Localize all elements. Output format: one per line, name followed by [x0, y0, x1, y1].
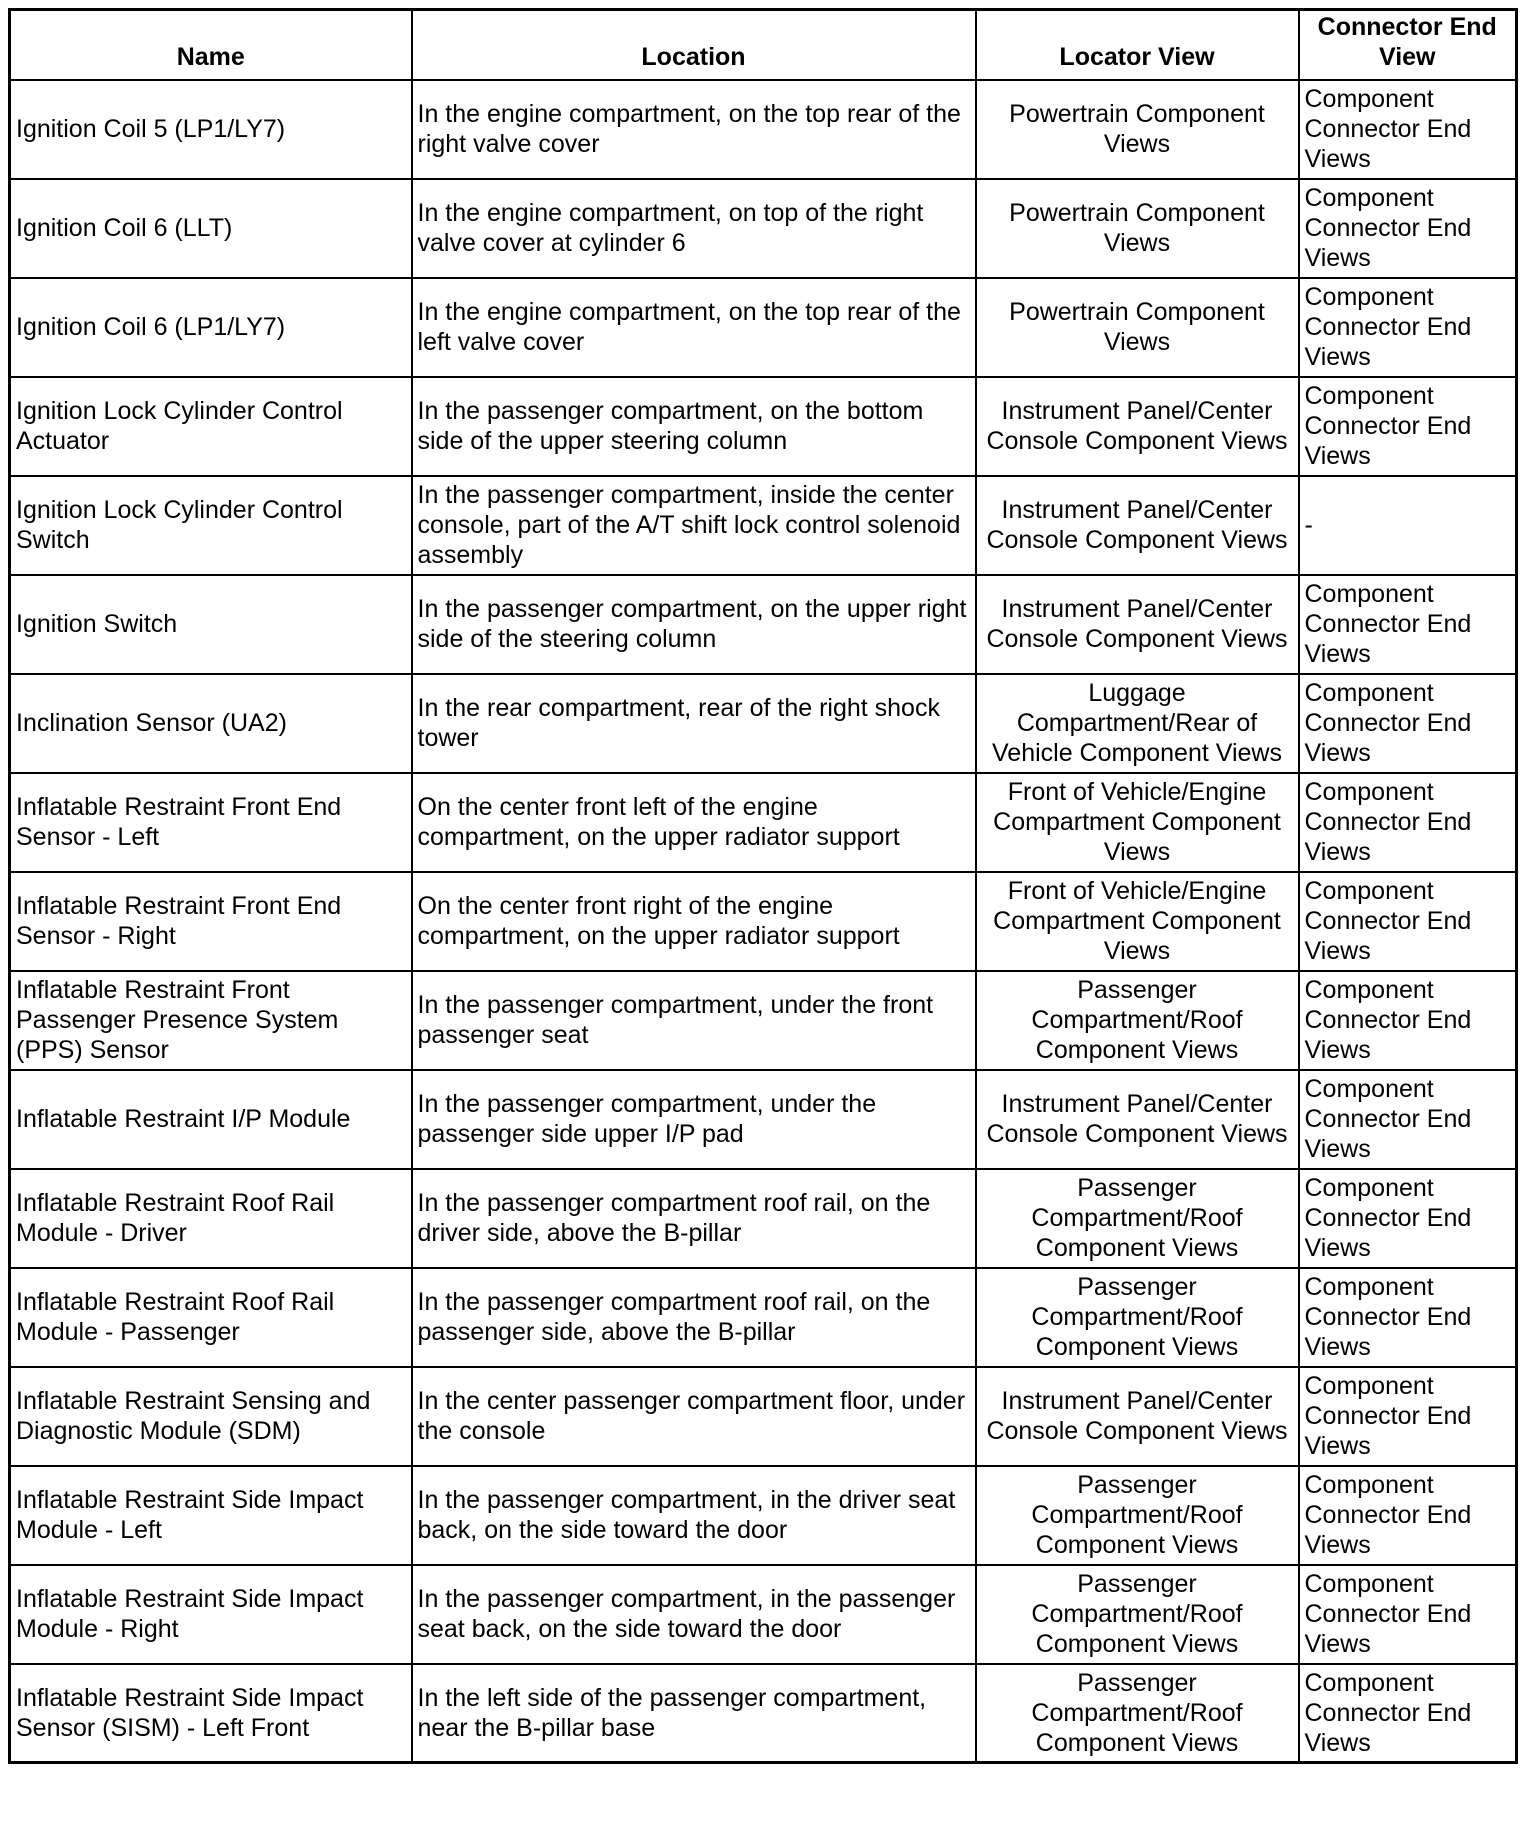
- cell-name: Ignition Switch: [10, 575, 412, 674]
- cell-locator-view: Passenger Compartment/Roof Component Views: [976, 1268, 1299, 1367]
- cell-connector-end-view: Component Connector End Views: [1299, 1169, 1517, 1268]
- cell-connector-end-view: Component Connector End Views: [1299, 773, 1517, 872]
- cell-locator-view: Powertrain Component Views: [976, 179, 1299, 278]
- cell-name: Inflatable Restraint Front End Sensor - Right: [10, 872, 412, 971]
- table-row: [10, 377, 1517, 476]
- cell-location: On the center front right of the engine compartment, on the upper radiator support: [412, 872, 976, 971]
- cell-name: Inflatable Restraint Roof Rail Module - Passenger: [10, 1268, 412, 1367]
- cell-connector-end-view: Component Connector End Views: [1299, 80, 1517, 179]
- table-row: [10, 575, 1517, 674]
- cell-name: Inflatable Restraint Side Impact Module - Left: [10, 1466, 412, 1565]
- table-row: [10, 278, 1517, 377]
- cell-locator-view: Front of Vehicle/Engine Compartment Component Views: [976, 872, 1299, 971]
- cell-name: Ignition Coil 6 (LP1/LY7): [10, 278, 412, 377]
- cell-location: In the passenger compartment, in the passenger seat back, on the side toward the door: [412, 1565, 976, 1664]
- cell-location: In the engine compartment, on top of the right valve cover at cylinder 6: [412, 179, 976, 278]
- cell-location: In the left side of the passenger compartment, near the B-pillar base: [412, 1664, 976, 1763]
- cell-connector-end-view: -: [1299, 476, 1517, 575]
- cell-locator-view: Instrument Panel/Center Console Component Views: [976, 1367, 1299, 1466]
- table-row: [10, 1565, 1517, 1664]
- cell-locator-view: Passenger Compartment/Roof Component Views: [976, 971, 1299, 1070]
- header-locator-view: Locator View: [976, 10, 1299, 80]
- cell-locator-view: Instrument Panel/Center Console Component Views: [976, 377, 1299, 476]
- cell-connector-end-view: Component Connector End Views: [1299, 575, 1517, 674]
- cell-location: In the passenger compartment, on the upper right side of the steering column: [412, 575, 976, 674]
- cell-name: Ignition Coil 5 (LP1/LY7): [10, 80, 412, 179]
- cell-locator-view: Instrument Panel/Center Console Component Views: [976, 476, 1299, 575]
- component-locator-table-wrapper: [8, 8, 1515, 1764]
- cell-location: In the center passenger compartment floor, under the console: [412, 1367, 976, 1466]
- table-row: [10, 773, 1517, 872]
- header-connector-end-view: Connector End View: [1299, 10, 1517, 80]
- cell-location: In the passenger compartment, under the passenger side upper I/P pad: [412, 1070, 976, 1169]
- header-row: [10, 10, 1517, 80]
- cell-locator-view: Luggage Compartment/Rear of Vehicle Component Views: [976, 674, 1299, 773]
- cell-connector-end-view: Component Connector End Views: [1299, 674, 1517, 773]
- cell-location: In the passenger compartment, on the bottom side of the upper steering column: [412, 377, 976, 476]
- cell-name: Inflatable Restraint Side Impact Module - Right: [10, 1565, 412, 1664]
- cell-connector-end-view: Component Connector End Views: [1299, 377, 1517, 476]
- table-row: [10, 971, 1517, 1070]
- cell-locator-view: Powertrain Component Views: [976, 80, 1299, 179]
- cell-locator-view: Passenger Compartment/Roof Component Views: [976, 1565, 1299, 1664]
- cell-locator-view: Instrument Panel/Center Console Component Views: [976, 1070, 1299, 1169]
- cell-connector-end-view: Component Connector End Views: [1299, 1070, 1517, 1169]
- cell-name: Inflatable Restraint Front Passenger Presence System (PPS) Sensor: [10, 971, 412, 1070]
- table-row: [10, 179, 1517, 278]
- cell-name: Inflatable Restraint Roof Rail Module - Driver: [10, 1169, 412, 1268]
- cell-locator-view: Front of Vehicle/Engine Compartment Component Views: [976, 773, 1299, 872]
- cell-location: In the passenger compartment roof rail, on the driver side, above the B-pillar: [412, 1169, 976, 1268]
- cell-name: Inflatable Restraint Front End Sensor - Left: [10, 773, 412, 872]
- cell-name: Inflatable Restraint Side Impact Sensor (SISM) - Left Front: [10, 1664, 412, 1763]
- cell-locator-view: Powertrain Component Views: [976, 278, 1299, 377]
- cell-name: Inflatable Restraint Sensing and Diagnostic Module (SDM): [10, 1367, 412, 1466]
- table-row: [10, 1070, 1517, 1169]
- cell-connector-end-view: Component Connector End Views: [1299, 179, 1517, 278]
- cell-connector-end-view: Component Connector End Views: [1299, 971, 1517, 1070]
- cell-connector-end-view: Component Connector End Views: [1299, 1466, 1517, 1565]
- cell-name: Ignition Coil 6 (LLT): [10, 179, 412, 278]
- table-row: [10, 1664, 1517, 1763]
- cell-name: Inflatable Restraint I/P Module: [10, 1070, 412, 1169]
- cell-name: Ignition Lock Cylinder Control Actuator: [10, 377, 412, 476]
- table-header: [10, 10, 1517, 80]
- cell-location: In the engine compartment, on the top rear of the right valve cover: [412, 80, 976, 179]
- table-row: [10, 80, 1517, 179]
- table-body: [10, 80, 1517, 1763]
- cell-location: In the passenger compartment, under the front passenger seat: [412, 971, 976, 1070]
- table-row: [10, 872, 1517, 971]
- cell-connector-end-view: Component Connector End Views: [1299, 1367, 1517, 1466]
- cell-connector-end-view: Component Connector End Views: [1299, 278, 1517, 377]
- cell-locator-view: Passenger Compartment/Roof Component Views: [976, 1664, 1299, 1763]
- cell-connector-end-view: Component Connector End Views: [1299, 1565, 1517, 1664]
- cell-location: In the passenger compartment roof rail, on the passenger side, above the B-pillar: [412, 1268, 976, 1367]
- header-name: Name: [10, 10, 412, 80]
- cell-locator-view: Passenger Compartment/Roof Component Views: [976, 1466, 1299, 1565]
- table-row: [10, 1268, 1517, 1367]
- cell-connector-end-view: Component Connector End Views: [1299, 872, 1517, 971]
- table-row: [10, 674, 1517, 773]
- cell-name: Inclination Sensor (UA2): [10, 674, 412, 773]
- cell-location: In the rear compartment, rear of the right shock tower: [412, 674, 976, 773]
- component-locator-table: [8, 8, 1518, 1764]
- cell-location: In the passenger compartment, inside the center console, part of the A/T shift lock control solenoid assembly: [412, 476, 976, 575]
- cell-connector-end-view: Component Connector End Views: [1299, 1268, 1517, 1367]
- cell-location: In the passenger compartment, in the driver seat back, on the side toward the door: [412, 1466, 976, 1565]
- table-row: [10, 1169, 1517, 1268]
- cell-locator-view: Passenger Compartment/Roof Component Views: [976, 1169, 1299, 1268]
- cell-location: On the center front left of the engine compartment, on the upper radiator support: [412, 773, 976, 872]
- header-location: Location: [412, 10, 976, 80]
- cell-connector-end-view: Component Connector End Views: [1299, 1664, 1517, 1763]
- table-row: [10, 1466, 1517, 1565]
- cell-name: Ignition Lock Cylinder Control Switch: [10, 476, 412, 575]
- cell-location: In the engine compartment, on the top rear of the left valve cover: [412, 278, 976, 377]
- table-row: [10, 1367, 1517, 1466]
- cell-locator-view: Instrument Panel/Center Console Component Views: [976, 575, 1299, 674]
- table-row: [10, 476, 1517, 575]
